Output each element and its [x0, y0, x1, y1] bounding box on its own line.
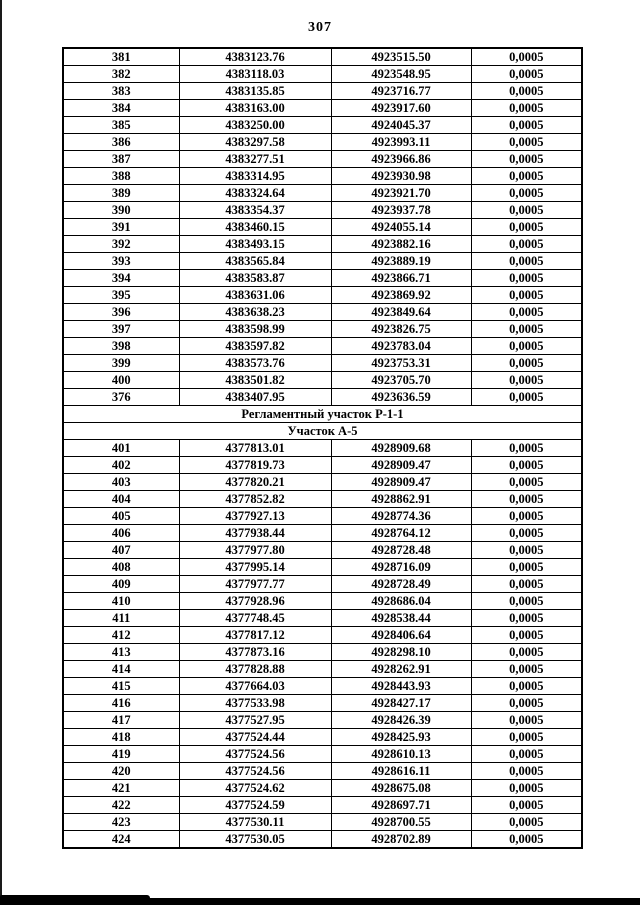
cell-y-coordinate: 4923548.95	[331, 66, 471, 83]
cell-x-coordinate: 4377530.11	[179, 814, 331, 831]
cell-precision: 0,0005	[471, 457, 582, 474]
cell-point-number: 395	[63, 287, 179, 304]
cell-precision: 0,0005	[471, 185, 582, 202]
cell-x-coordinate: 4377873.16	[179, 644, 331, 661]
cell-point-number: 399	[63, 355, 179, 372]
cell-precision: 0,0005	[471, 253, 582, 270]
cell-y-coordinate: 4923882.16	[331, 236, 471, 253]
cell-y-coordinate: 4928862.91	[331, 491, 471, 508]
table-row	[63, 661, 582, 678]
cell-precision: 0,0005	[471, 576, 582, 593]
cell-precision: 0,0005	[471, 66, 582, 83]
cell-precision: 0,0005	[471, 372, 582, 389]
cell-x-coordinate: 4377927.13	[179, 508, 331, 525]
cell-precision: 0,0005	[471, 780, 582, 797]
cell-precision: 0,0005	[471, 491, 582, 508]
cell-x-coordinate: 4383631.06	[179, 287, 331, 304]
cell-x-coordinate: 4377530.05	[179, 831, 331, 849]
cell-x-coordinate: 4377524.56	[179, 746, 331, 763]
cell-precision: 0,0005	[471, 117, 582, 134]
cell-precision: 0,0005	[471, 219, 582, 236]
cell-y-coordinate: 4928909.47	[331, 474, 471, 491]
cell-y-coordinate: 4928702.89	[331, 831, 471, 849]
cell-y-coordinate: 4928406.64	[331, 627, 471, 644]
table-row	[63, 151, 582, 168]
cell-y-coordinate: 4928616.11	[331, 763, 471, 780]
cell-y-coordinate: 4928728.48	[331, 542, 471, 559]
cell-precision: 0,0005	[471, 729, 582, 746]
cell-x-coordinate: 4377928.96	[179, 593, 331, 610]
table-row	[63, 474, 582, 491]
table-row	[63, 695, 582, 712]
cell-x-coordinate: 4377817.12	[179, 627, 331, 644]
table-row	[63, 83, 582, 100]
cell-point-number: 406	[63, 525, 179, 542]
cell-point-number: 396	[63, 304, 179, 321]
cell-y-coordinate: 4923930.98	[331, 168, 471, 185]
table-row	[63, 253, 582, 270]
section-header-label: Регламентный участок Р-1-1	[63, 406, 582, 423]
cell-point-number: 381	[63, 48, 179, 66]
cell-precision: 0,0005	[471, 338, 582, 355]
cell-y-coordinate: 4923716.77	[331, 83, 471, 100]
cell-y-coordinate: 4928728.49	[331, 576, 471, 593]
cell-point-number: 382	[63, 66, 179, 83]
cell-precision: 0,0005	[471, 542, 582, 559]
cell-x-coordinate: 4383638.23	[179, 304, 331, 321]
table-row	[63, 287, 582, 304]
cell-x-coordinate: 4383277.51	[179, 151, 331, 168]
cell-x-coordinate: 4377524.62	[179, 780, 331, 797]
cell-x-coordinate: 4377938.44	[179, 525, 331, 542]
cell-y-coordinate: 4923889.19	[331, 253, 471, 270]
table-row	[63, 610, 582, 627]
cell-y-coordinate: 4923753.31	[331, 355, 471, 372]
cell-precision: 0,0005	[471, 168, 582, 185]
cell-precision: 0,0005	[471, 236, 582, 253]
cell-precision: 0,0005	[471, 287, 582, 304]
table-row	[63, 542, 582, 559]
cell-point-number: 384	[63, 100, 179, 117]
cell-x-coordinate: 4377524.44	[179, 729, 331, 746]
cell-point-number: 421	[63, 780, 179, 797]
cell-y-coordinate: 4928443.93	[331, 678, 471, 695]
cell-y-coordinate: 4923937.78	[331, 202, 471, 219]
cell-y-coordinate: 4923849.64	[331, 304, 471, 321]
cell-x-coordinate: 4377828.88	[179, 661, 331, 678]
cell-y-coordinate: 4928675.08	[331, 780, 471, 797]
table-row	[63, 389, 582, 406]
cell-x-coordinate: 4383297.58	[179, 134, 331, 151]
cell-y-coordinate: 4923826.75	[331, 321, 471, 338]
cell-point-number: 417	[63, 712, 179, 729]
cell-x-coordinate: 4383135.85	[179, 83, 331, 100]
cell-point-number: 393	[63, 253, 179, 270]
cell-point-number: 424	[63, 831, 179, 849]
table-row	[63, 525, 582, 542]
table-row	[63, 338, 582, 355]
table-row	[63, 678, 582, 695]
cell-point-number: 397	[63, 321, 179, 338]
cell-x-coordinate: 4383460.15	[179, 219, 331, 236]
cell-x-coordinate: 4377977.77	[179, 576, 331, 593]
cell-precision: 0,0005	[471, 627, 582, 644]
cell-x-coordinate: 4383324.64	[179, 185, 331, 202]
cell-point-number: 385	[63, 117, 179, 134]
cell-point-number: 404	[63, 491, 179, 508]
cell-point-number: 391	[63, 219, 179, 236]
cell-y-coordinate: 4923921.70	[331, 185, 471, 202]
table-row	[63, 780, 582, 797]
table-row	[63, 814, 582, 831]
cell-y-coordinate: 4928764.12	[331, 525, 471, 542]
cell-precision: 0,0005	[471, 712, 582, 729]
cell-point-number: 413	[63, 644, 179, 661]
table-row	[63, 48, 582, 66]
cell-precision: 0,0005	[471, 270, 582, 287]
cell-x-coordinate: 4383123.76	[179, 48, 331, 66]
cell-x-coordinate: 4383501.82	[179, 372, 331, 389]
cell-point-number: 403	[63, 474, 179, 491]
cell-y-coordinate: 4924055.14	[331, 219, 471, 236]
cell-y-coordinate: 4923866.71	[331, 270, 471, 287]
cell-y-coordinate: 4928426.39	[331, 712, 471, 729]
table-row	[63, 746, 582, 763]
cell-y-coordinate: 4923966.86	[331, 151, 471, 168]
table-row	[63, 508, 582, 525]
table-row	[63, 831, 582, 849]
table-row	[63, 185, 582, 202]
cell-point-number: 411	[63, 610, 179, 627]
section-header-row	[63, 423, 582, 440]
cell-point-number: 383	[63, 83, 179, 100]
cell-precision: 0,0005	[471, 831, 582, 849]
table-row	[63, 372, 582, 389]
table-row	[63, 644, 582, 661]
cell-x-coordinate: 4383250.00	[179, 117, 331, 134]
table-row	[63, 627, 582, 644]
cell-y-coordinate: 4928610.13	[331, 746, 471, 763]
cell-x-coordinate: 4383493.15	[179, 236, 331, 253]
cell-point-number: 415	[63, 678, 179, 695]
table-row	[63, 559, 582, 576]
table-row	[63, 355, 582, 372]
cell-point-number: 376	[63, 389, 179, 406]
cell-precision: 0,0005	[471, 321, 582, 338]
table-row	[63, 321, 582, 338]
cell-point-number: 388	[63, 168, 179, 185]
cell-point-number: 390	[63, 202, 179, 219]
cell-y-coordinate: 4923705.70	[331, 372, 471, 389]
cell-x-coordinate: 4383163.00	[179, 100, 331, 117]
cell-y-coordinate: 4928700.55	[331, 814, 471, 831]
cell-precision: 0,0005	[471, 100, 582, 117]
cell-x-coordinate: 4377813.01	[179, 440, 331, 457]
cell-y-coordinate: 4928716.09	[331, 559, 471, 576]
cell-precision: 0,0005	[471, 202, 582, 219]
cell-x-coordinate: 4377852.82	[179, 491, 331, 508]
cell-precision: 0,0005	[471, 746, 582, 763]
cell-x-coordinate: 4377527.95	[179, 712, 331, 729]
cell-x-coordinate: 4377977.80	[179, 542, 331, 559]
cell-point-number: 409	[63, 576, 179, 593]
cell-y-coordinate: 4923515.50	[331, 48, 471, 66]
cell-precision: 0,0005	[471, 474, 582, 491]
cell-precision: 0,0005	[471, 695, 582, 712]
section-header-label: Участок А-5	[63, 423, 582, 440]
cell-point-number: 386	[63, 134, 179, 151]
cell-precision: 0,0005	[471, 644, 582, 661]
cell-y-coordinate: 4923869.92	[331, 287, 471, 304]
cell-point-number: 400	[63, 372, 179, 389]
cell-x-coordinate: 4383314.95	[179, 168, 331, 185]
cell-point-number: 402	[63, 457, 179, 474]
cell-point-number: 412	[63, 627, 179, 644]
table-row	[63, 593, 582, 610]
table-row	[63, 134, 582, 151]
cell-precision: 0,0005	[471, 508, 582, 525]
table-row	[63, 304, 582, 321]
cell-point-number: 405	[63, 508, 179, 525]
cell-point-number: 398	[63, 338, 179, 355]
cell-x-coordinate: 4383354.37	[179, 202, 331, 219]
cell-x-coordinate: 4377820.21	[179, 474, 331, 491]
scan-artifact-bottom-blob	[0, 895, 150, 900]
cell-y-coordinate: 4928427.17	[331, 695, 471, 712]
cell-precision: 0,0005	[471, 134, 582, 151]
table-row	[63, 117, 582, 134]
table-row	[63, 729, 582, 746]
table-row	[63, 440, 582, 457]
cell-point-number: 389	[63, 185, 179, 202]
cell-x-coordinate: 4383573.76	[179, 355, 331, 372]
cell-precision: 0,0005	[471, 151, 582, 168]
cell-x-coordinate: 4377995.14	[179, 559, 331, 576]
cell-point-number: 422	[63, 797, 179, 814]
cell-x-coordinate: 4377664.03	[179, 678, 331, 695]
cell-point-number: 407	[63, 542, 179, 559]
cell-x-coordinate: 4383598.99	[179, 321, 331, 338]
cell-y-coordinate: 4923993.11	[331, 134, 471, 151]
cell-point-number: 394	[63, 270, 179, 287]
cell-x-coordinate: 4383583.87	[179, 270, 331, 287]
cell-precision: 0,0005	[471, 593, 582, 610]
table-row	[63, 100, 582, 117]
table-row	[63, 66, 582, 83]
cell-point-number: 408	[63, 559, 179, 576]
coordinates-table	[62, 47, 583, 849]
table-row	[63, 168, 582, 185]
cell-y-coordinate: 4928909.68	[331, 440, 471, 457]
cell-point-number: 419	[63, 746, 179, 763]
cell-x-coordinate: 4383565.84	[179, 253, 331, 270]
cell-precision: 0,0005	[471, 355, 582, 372]
cell-y-coordinate: 4923783.04	[331, 338, 471, 355]
cell-precision: 0,0005	[471, 814, 582, 831]
table-row	[63, 797, 582, 814]
cell-precision: 0,0005	[471, 389, 582, 406]
cell-y-coordinate: 4923917.60	[331, 100, 471, 117]
cell-precision: 0,0005	[471, 48, 582, 66]
cell-y-coordinate: 4924045.37	[331, 117, 471, 134]
cell-x-coordinate: 4383597.82	[179, 338, 331, 355]
cell-precision: 0,0005	[471, 661, 582, 678]
cell-point-number: 410	[63, 593, 179, 610]
table-row	[63, 270, 582, 287]
cell-y-coordinate: 4928697.71	[331, 797, 471, 814]
cell-x-coordinate: 4377524.59	[179, 797, 331, 814]
cell-precision: 0,0005	[471, 304, 582, 321]
cell-x-coordinate: 4383118.03	[179, 66, 331, 83]
cell-precision: 0,0005	[471, 763, 582, 780]
coordinates-table-body	[63, 48, 582, 848]
cell-point-number: 401	[63, 440, 179, 457]
cell-point-number: 387	[63, 151, 179, 168]
cell-precision: 0,0005	[471, 797, 582, 814]
section-header-row	[63, 406, 582, 423]
table-row	[63, 236, 582, 253]
table-row	[63, 712, 582, 729]
cell-y-coordinate: 4928425.93	[331, 729, 471, 746]
table-row	[63, 202, 582, 219]
cell-y-coordinate: 4923636.59	[331, 389, 471, 406]
table-row	[63, 491, 582, 508]
scan-artifact-left-edge	[0, 0, 2, 905]
table-row	[63, 763, 582, 780]
cell-x-coordinate: 4383407.95	[179, 389, 331, 406]
cell-y-coordinate: 4928298.10	[331, 644, 471, 661]
cell-precision: 0,0005	[471, 440, 582, 457]
cell-point-number: 392	[63, 236, 179, 253]
cell-y-coordinate: 4928262.91	[331, 661, 471, 678]
table-row	[63, 457, 582, 474]
page-number: 307	[308, 20, 332, 35]
cell-point-number: 416	[63, 695, 179, 712]
cell-x-coordinate: 4377819.73	[179, 457, 331, 474]
cell-x-coordinate: 4377533.98	[179, 695, 331, 712]
cell-point-number: 420	[63, 763, 179, 780]
table-row	[63, 576, 582, 593]
cell-precision: 0,0005	[471, 559, 582, 576]
cell-y-coordinate: 4928686.04	[331, 593, 471, 610]
cell-y-coordinate: 4928538.44	[331, 610, 471, 627]
cell-precision: 0,0005	[471, 83, 582, 100]
cell-y-coordinate: 4928774.36	[331, 508, 471, 525]
cell-y-coordinate: 4928909.47	[331, 457, 471, 474]
table-row	[63, 219, 582, 236]
cell-point-number: 423	[63, 814, 179, 831]
cell-point-number: 414	[63, 661, 179, 678]
cell-x-coordinate: 4377748.45	[179, 610, 331, 627]
cell-point-number: 418	[63, 729, 179, 746]
cell-x-coordinate: 4377524.56	[179, 763, 331, 780]
cell-precision: 0,0005	[471, 525, 582, 542]
cell-precision: 0,0005	[471, 678, 582, 695]
cell-precision: 0,0005	[471, 610, 582, 627]
